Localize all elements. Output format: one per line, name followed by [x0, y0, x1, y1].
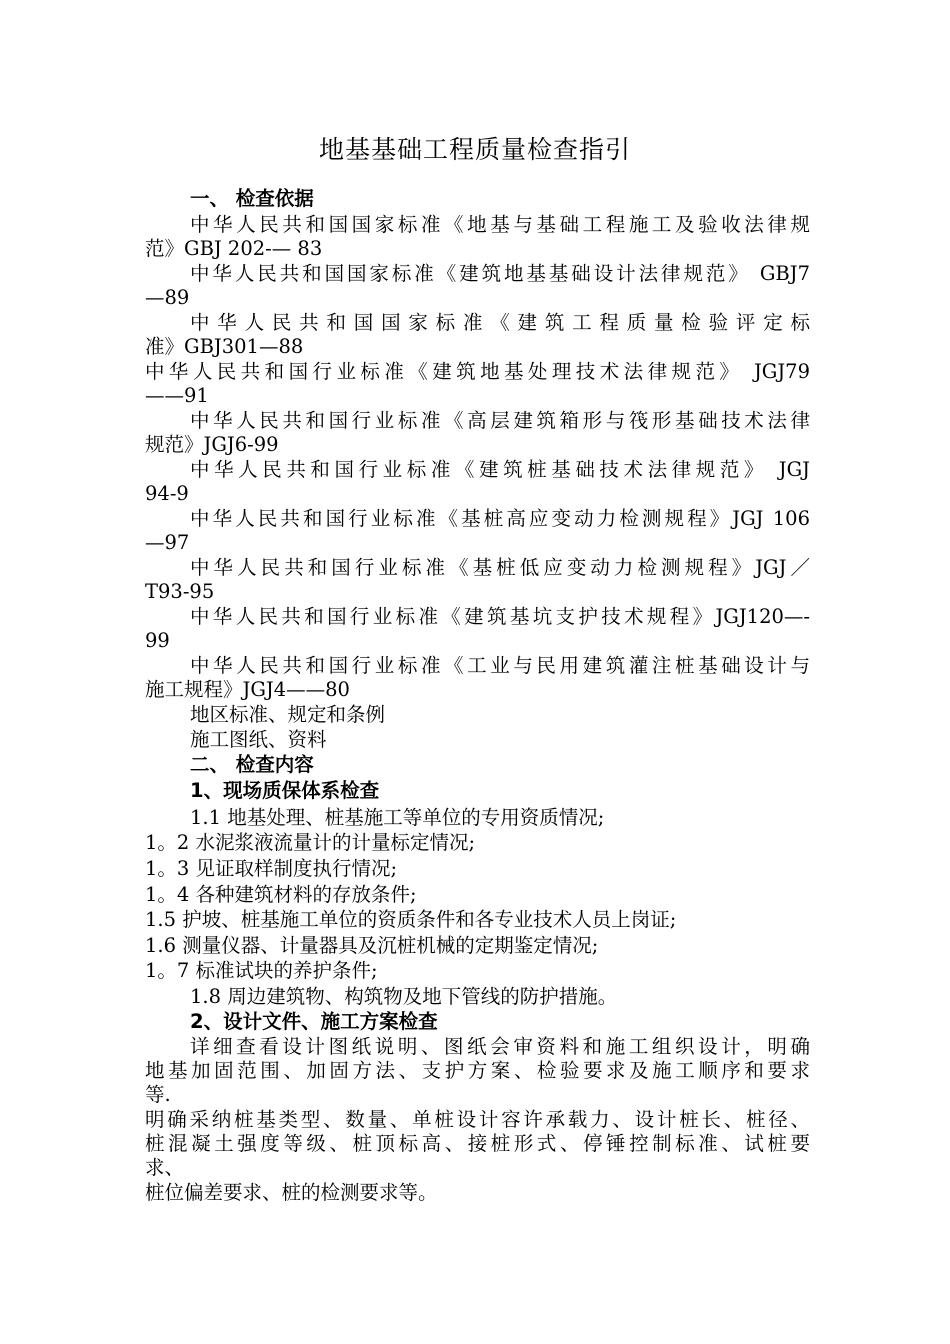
design-paragraph-line: 明确采纳桩基类型、数量、单桩设计容许承载力、设计桩长、桩径、: [145, 1108, 810, 1131]
check-item: 1.1 地基处理、桩基施工等单位的专用资质情况;: [190, 806, 605, 829]
standard-item: 中华人民共和国行业标准《建筑桩基础技术法律规范》 JGJ: [190, 458, 810, 481]
basis-extra: 施工图纸、资料: [190, 728, 327, 751]
standard-item-cont: 范》GBJ 202-— 83: [145, 237, 323, 260]
check-item: 1.8 周边建筑物、构筑物及地下管线的防护措施。: [190, 985, 618, 1008]
standard-item-cont: —89: [145, 286, 190, 309]
design-paragraph-line: 桩位偏差要求、桩的检测要求等。: [145, 1181, 438, 1204]
standard-item: 中华人民共和国行业标准《建筑地基处理技术法律规范》 JGJ79: [145, 360, 810, 383]
standard-item: 中华人民共和国行业标准《工业与民用建筑灌注桩基础设计与: [190, 654, 810, 677]
design-paragraph-line: 桩混凝土强度等级、桩顶标高、接桩形式、停锤控制标准、试桩要: [145, 1132, 810, 1155]
standard-item: 中华人民共和国行业标准《高层建筑箱形与筏形基础技术法律: [190, 409, 810, 432]
design-paragraph-line: 地基加固范围、加固方法、支护方案、检验要求及施工顺序和要求: [145, 1059, 810, 1082]
standard-item-cont: 94-9: [145, 482, 189, 505]
subsection-heading-qa: 1、现场质保体系检查: [190, 779, 380, 802]
standard-item-cont: 准》GBJ301—88: [145, 335, 304, 358]
check-item: 1。3 见证取样制度执行情况;: [145, 857, 398, 880]
standard-item-cont: 施工规程》JGJ4——80: [145, 678, 350, 701]
standard-item: 中华人民共和国国家标准《建筑地基基础设计法律规范》 GBJ7: [190, 262, 810, 285]
section-heading-basis: 一、 检查依据: [190, 187, 314, 210]
standard-item: 中华人民共和国行业标准《建筑基坑支护技术规程》JGJ120—-: [190, 605, 810, 628]
standard-item-cont: T93-95: [145, 580, 215, 603]
subsection-heading-design: 2、设计文件、施工方案检查: [190, 1010, 438, 1033]
check-item: 1。2 水泥浆液流量计的计量标定情况;: [145, 831, 476, 854]
design-paragraph-line: 等.: [145, 1083, 171, 1106]
standard-item: 中华人民共和国国家标准《建筑工程质量检验评定标: [190, 311, 810, 334]
check-item: 1。7 标准试块的养护条件;: [145, 959, 378, 982]
check-item: 1。4 各种建筑材料的存放条件;: [145, 883, 417, 906]
standard-item-cont: ——91: [145, 384, 209, 407]
design-paragraph-line: 详细查看设计图纸说明、图纸会审资料和施工组织设计，明确: [190, 1035, 810, 1058]
document-title: 地基基础工程质量检查指引: [318, 135, 631, 164]
check-item: 1.5 护坡、桩基施工单位的资质条件和各专业技术人员上岗证;: [145, 908, 677, 931]
standard-item-cont: 规范》JGJ6-99: [145, 433, 279, 456]
standard-item: 中华人民共和国国家标准《地基与基础工程施工及验收法律规: [190, 213, 810, 236]
standard-item: 中华人民共和国行业标准《基桩高应变动力检测规程》JGJ 106: [190, 507, 810, 530]
design-paragraph-line: 求、: [145, 1156, 185, 1179]
check-item: 1.6 测量仪器、计量器具及沉桩机械的定期鉴定情况;: [145, 934, 599, 957]
basis-extra: 地区标准、规定和条例: [190, 703, 386, 726]
standard-item-cont: —97: [145, 531, 190, 554]
section-heading-content: 二、 检查内容: [190, 753, 314, 776]
standard-item-cont: 99: [145, 629, 170, 652]
standard-item: 中华人民共和国行业标准《基桩低应变动力检测规程》JGJ／: [190, 556, 810, 579]
